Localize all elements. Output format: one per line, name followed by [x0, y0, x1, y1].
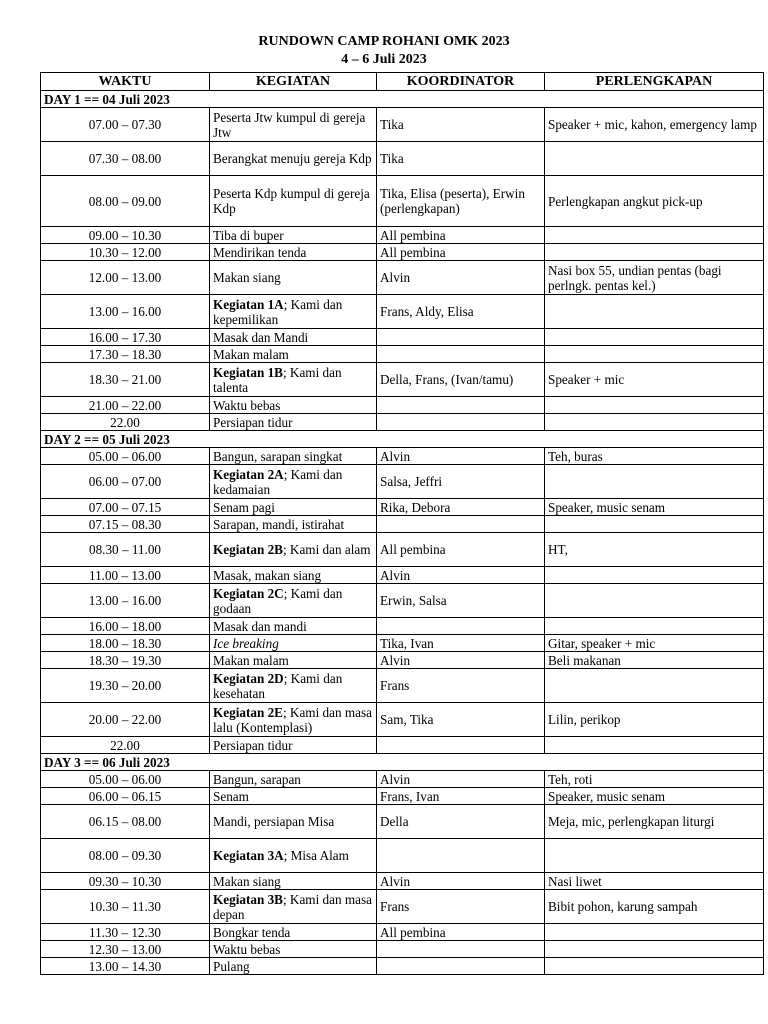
- table-row: [41, 924, 764, 941]
- table-row: [41, 737, 764, 754]
- time-cell: 07.30 – 08.00: [41, 142, 210, 176]
- table-row: [41, 958, 764, 975]
- equipment-cell: Speaker + mic, kahon, emergency lamp: [545, 108, 764, 142]
- coordinator-cell: Tika: [377, 142, 545, 176]
- activity-cell: [210, 805, 377, 839]
- table-row: [41, 244, 764, 261]
- activity-cell: [210, 414, 377, 431]
- coordinator-cell: Alvin: [377, 448, 545, 465]
- activity-session-label: Kegiatan 2C: [213, 585, 284, 601]
- activity-session-label: Kegiatan 3B: [213, 891, 283, 907]
- activity-text: Tiba di buper: [213, 227, 284, 243]
- activity-cell: [210, 108, 377, 142]
- time-cell: 18.00 – 18.30: [41, 635, 210, 652]
- activity-cell: [210, 771, 377, 788]
- activity-cell: [210, 652, 377, 669]
- activity-text: Mendirikan tenda: [213, 244, 307, 260]
- activity-cell: [210, 635, 377, 652]
- time-cell: 08.00 – 09.30: [41, 839, 210, 873]
- equipment-cell: Gitar, speaker + mic: [545, 635, 764, 652]
- activity-cell: [210, 941, 377, 958]
- activity-session-label: Kegiatan 1B: [213, 364, 283, 380]
- time-cell: 13.00 – 16.00: [41, 584, 210, 618]
- equipment-cell: Bibit pohon, karung sampah: [545, 890, 764, 924]
- activity-cell: [210, 176, 377, 227]
- table-row: [41, 635, 764, 652]
- activity-text: Bangun, sarapan singkat: [213, 448, 343, 464]
- day-header-row: [41, 91, 764, 108]
- activity-cell: [210, 737, 377, 754]
- document-subtitle: 4 – 6 Juli 2023: [341, 52, 427, 67]
- coordinator-cell: All pembina: [377, 227, 545, 244]
- activity-session-label: Kegiatan 2D: [213, 670, 284, 686]
- table-row: [41, 567, 764, 584]
- equipment-cell: [545, 669, 764, 703]
- time-cell: 11.30 – 12.30: [41, 924, 210, 941]
- coordinator-cell: Della: [377, 805, 545, 839]
- coordinator-cell: [377, 397, 545, 414]
- day-label: DAY 3 == 06 Juli 2023: [41, 754, 764, 771]
- activity-cell: [210, 448, 377, 465]
- activity-cell: [210, 669, 377, 703]
- activity-text: Persiapan tidur: [213, 414, 293, 430]
- time-cell: 12.30 – 13.00: [41, 941, 210, 958]
- activity-cell: [210, 329, 377, 346]
- activity-cell: [210, 397, 377, 414]
- table-row: [41, 771, 764, 788]
- activity-text: Pulang: [213, 958, 250, 974]
- time-cell: 19.30 – 20.00: [41, 669, 210, 703]
- activity-cell: [210, 618, 377, 635]
- day-label: DAY 2 == 05 Juli 2023: [41, 431, 764, 448]
- equipment-cell: Teh, roti: [545, 771, 764, 788]
- table-body: [41, 91, 764, 975]
- activity-text: Makan malam: [213, 652, 289, 668]
- time-cell: 22.00: [41, 737, 210, 754]
- activity-cell: [210, 363, 377, 397]
- table-row: [41, 652, 764, 669]
- activity-text: ; Kami dan alam: [282, 542, 371, 557]
- coordinator-cell: [377, 329, 545, 346]
- equipment-cell: Speaker, music senam: [545, 788, 764, 805]
- coordinator-cell: Tika, Ivan: [377, 635, 545, 652]
- time-cell: 06.00 – 07.00: [41, 465, 210, 499]
- equipment-cell: [545, 516, 764, 533]
- table-row: [41, 839, 764, 873]
- coordinator-cell: Alvin: [377, 652, 545, 669]
- activity-text: Waktu bebas: [213, 941, 281, 957]
- header-koordinator: KOORDINATOR: [377, 73, 545, 91]
- activity-italic-text: Ice breaking: [213, 635, 279, 651]
- activity-text: Masak dan mandi: [213, 618, 307, 634]
- equipment-cell: [545, 244, 764, 261]
- activity-cell: [210, 839, 377, 873]
- equipment-cell: Nasi box 55, undian pentas (bagi perlngk. pentas kel.): [545, 261, 764, 295]
- activity-cell: [210, 244, 377, 261]
- coordinator-cell: Alvin: [377, 771, 545, 788]
- time-cell: 12.00 – 13.00: [41, 261, 210, 295]
- header-perlengkapan: PERLENGKAPAN: [545, 73, 764, 91]
- time-cell: 07.15 – 08.30: [41, 516, 210, 533]
- coordinator-cell: [377, 414, 545, 431]
- table-row: [41, 329, 764, 346]
- table-row: [41, 703, 764, 737]
- table-row: [41, 618, 764, 635]
- time-cell: 18.30 – 21.00: [41, 363, 210, 397]
- table-row: [41, 669, 764, 703]
- time-cell: 16.00 – 17.30: [41, 329, 210, 346]
- coordinator-cell: All pembina: [377, 244, 545, 261]
- coordinator-cell: Sam, Tika: [377, 703, 545, 737]
- activity-cell: [210, 516, 377, 533]
- time-cell: 13.00 – 16.00: [41, 295, 210, 329]
- activity-session-label: Kegiatan 3A: [213, 848, 284, 863]
- activity-text: Senam pagi: [213, 499, 275, 515]
- time-cell: 09.30 – 10.30: [41, 873, 210, 890]
- activity-text: Sarapan, mandi, istirahat: [213, 516, 345, 532]
- coordinator-cell: [377, 958, 545, 975]
- equipment-cell: Nasi liwet: [545, 873, 764, 890]
- table-row: [41, 346, 764, 363]
- activity-text: Mandi, persiapan Misa: [213, 814, 335, 829]
- equipment-cell: Beli makanan: [545, 652, 764, 669]
- activity-text: ; Kami dan masa depan: [213, 891, 372, 922]
- table-row: [41, 108, 764, 142]
- time-cell: 08.30 – 11.00: [41, 533, 210, 567]
- activity-session-label: Kegiatan 2E: [213, 704, 283, 720]
- equipment-cell: [545, 958, 764, 975]
- activity-text: Senam: [213, 788, 249, 804]
- coordinator-cell: Frans, Aldy, Elisa: [377, 295, 545, 329]
- activity-cell: [210, 533, 377, 567]
- coordinator-cell: [377, 839, 545, 873]
- coordinator-cell: [377, 346, 545, 363]
- header-waktu: WAKTU: [41, 73, 210, 91]
- activity-cell: [210, 567, 377, 584]
- time-cell: 09.00 – 10.30: [41, 227, 210, 244]
- time-cell: 11.00 – 13.00: [41, 567, 210, 584]
- activity-cell: [210, 703, 377, 737]
- table-row: [41, 397, 764, 414]
- activity-text: ; Misa Alam: [283, 848, 349, 863]
- equipment-cell: Perlengkapan angkut pick-up: [545, 176, 764, 227]
- table-row: [41, 295, 764, 329]
- coordinator-cell: Alvin: [377, 873, 545, 890]
- equipment-cell: [545, 329, 764, 346]
- activity-cell: [210, 142, 377, 176]
- activity-text: ; Kami dan masa lalu (Kontemplasi): [213, 704, 372, 735]
- coordinator-cell: [377, 618, 545, 635]
- activity-cell: [210, 584, 377, 618]
- activity-cell: [210, 499, 377, 516]
- equipment-cell: [545, 737, 764, 754]
- activity-text: Berangkat menuju gereja Kdp: [213, 151, 372, 166]
- activity-cell: [210, 346, 377, 363]
- time-cell: 21.00 – 22.00: [41, 397, 210, 414]
- equipment-cell: [545, 414, 764, 431]
- table-row: [41, 142, 764, 176]
- coordinator-cell: Tika: [377, 108, 545, 142]
- time-cell: 18.30 – 19.30: [41, 652, 210, 669]
- activity-cell: [210, 227, 377, 244]
- table-row: [41, 890, 764, 924]
- activity-text: Waktu bebas: [213, 397, 281, 413]
- coordinator-cell: Frans, Ivan: [377, 788, 545, 805]
- equipment-cell: Speaker, music senam: [545, 499, 764, 516]
- coordinator-cell: [377, 516, 545, 533]
- coordinator-cell: [377, 941, 545, 958]
- table-row: [41, 805, 764, 839]
- activity-cell: [210, 261, 377, 295]
- activity-text: Makan malam: [213, 346, 289, 362]
- activity-text: ; Kami dan talenta: [213, 364, 342, 395]
- activity-text: Bongkar tenda: [213, 924, 291, 940]
- equipment-cell: [545, 465, 764, 499]
- day-header-row: [41, 754, 764, 771]
- table-row: [41, 227, 764, 244]
- coordinator-cell: Rika, Debora: [377, 499, 545, 516]
- equipment-cell: [545, 584, 764, 618]
- time-cell: 17.30 – 18.30: [41, 346, 210, 363]
- equipment-cell: [545, 295, 764, 329]
- activity-cell: [210, 873, 377, 890]
- equipment-cell: [545, 941, 764, 958]
- activity-cell: [210, 295, 377, 329]
- coordinator-cell: Alvin: [377, 261, 545, 295]
- equipment-cell: [545, 346, 764, 363]
- activity-text: Bangun, sarapan: [213, 771, 301, 787]
- activity-session-label: Kegiatan 2A: [213, 466, 284, 482]
- equipment-cell: [545, 142, 764, 176]
- table-row: [41, 448, 764, 465]
- table-row: [41, 873, 764, 890]
- activity-cell: [210, 890, 377, 924]
- equipment-cell: [545, 227, 764, 244]
- time-cell: 08.00 – 09.00: [41, 176, 210, 227]
- activity-text: Persiapan tidur: [213, 737, 293, 753]
- time-cell: 10.30 – 11.30: [41, 890, 210, 924]
- table-row: [41, 941, 764, 958]
- activity-text: ; Kami dan kesehatan: [213, 670, 343, 701]
- activity-session-label: Kegiatan 2B: [213, 542, 283, 557]
- equipment-cell: [545, 924, 764, 941]
- coordinator-cell: Della, Frans, (Ivan/tamu): [377, 363, 545, 397]
- time-cell: 07.00 – 07.30: [41, 108, 210, 142]
- activity-cell: [210, 788, 377, 805]
- equipment-cell: [545, 618, 764, 635]
- activity-text: Peserta Kdp kumpul di gereja Kdp: [213, 186, 370, 216]
- activity-text: Peserta Jtw kumpul di gereja Jtw: [213, 109, 366, 140]
- coordinator-cell: Tika, Elisa (peserta), Erwin (perlengkapan): [377, 176, 545, 227]
- table-row: [41, 516, 764, 533]
- table-row: [41, 499, 764, 516]
- time-cell: 20.00 – 22.00: [41, 703, 210, 737]
- table-header-row: [41, 73, 764, 91]
- table-row: [41, 465, 764, 499]
- equipment-cell: Teh, buras: [545, 448, 764, 465]
- time-cell: 05.00 – 06.00: [41, 448, 210, 465]
- coordinator-cell: Alvin: [377, 567, 545, 584]
- coordinator-cell: Salsa, Jeffri: [377, 465, 545, 499]
- activity-text: Makan siang: [213, 873, 281, 889]
- equipment-cell: Speaker + mic: [545, 363, 764, 397]
- activity-text: Makan siang: [213, 270, 281, 285]
- table-row: [41, 788, 764, 805]
- time-cell: 22.00: [41, 414, 210, 431]
- equipment-cell: [545, 839, 764, 873]
- coordinator-cell: Erwin, Salsa: [377, 584, 545, 618]
- equipment-cell: Meja, mic, perlengkapan liturgi: [545, 805, 764, 839]
- activity-text: ; Kami dan kepemilikan: [213, 296, 343, 327]
- coordinator-cell: Frans: [377, 890, 545, 924]
- activity-text: ; Kami dan godaan: [213, 585, 343, 616]
- time-cell: 13.00 – 14.30: [41, 958, 210, 975]
- time-cell: 10.30 – 12.00: [41, 244, 210, 261]
- table-row: [41, 261, 764, 295]
- activity-text: Masak dan Mandi: [213, 329, 309, 345]
- equipment-cell: [545, 567, 764, 584]
- day-header-row: [41, 431, 764, 448]
- table-row: [41, 533, 764, 567]
- equipment-cell: Lilin, perikop: [545, 703, 764, 737]
- table-row: [41, 414, 764, 431]
- time-cell: 07.00 – 07.15: [41, 499, 210, 516]
- table-row: [41, 584, 764, 618]
- time-cell: 06.00 – 06.15: [41, 788, 210, 805]
- coordinator-cell: [377, 737, 545, 754]
- activity-text: Masak, makan siang: [213, 567, 322, 583]
- activity-cell: [210, 924, 377, 941]
- rundown-table: [40, 72, 764, 975]
- table-row: [41, 176, 764, 227]
- table-row: [41, 363, 764, 397]
- equipment-cell: HT,: [545, 533, 764, 567]
- header-kegiatan: KEGIATAN: [210, 73, 377, 91]
- activity-session-label: Kegiatan 1A: [213, 296, 284, 312]
- coordinator-cell: Frans: [377, 669, 545, 703]
- coordinator-cell: All pembina: [377, 533, 545, 567]
- time-cell: 05.00 – 06.00: [41, 771, 210, 788]
- coordinator-cell: All pembina: [377, 924, 545, 941]
- document-title: RUNDOWN CAMP ROHANI OMK 2023: [258, 34, 510, 49]
- time-cell: 16.00 – 18.00: [41, 618, 210, 635]
- day-label: DAY 1 == 04 Juli 2023: [41, 91, 764, 108]
- activity-text: ; Kami dan kedamaian: [213, 466, 343, 497]
- time-cell: 06.15 – 08.00: [41, 805, 210, 839]
- activity-cell: [210, 465, 377, 499]
- activity-cell: [210, 958, 377, 975]
- equipment-cell: [545, 397, 764, 414]
